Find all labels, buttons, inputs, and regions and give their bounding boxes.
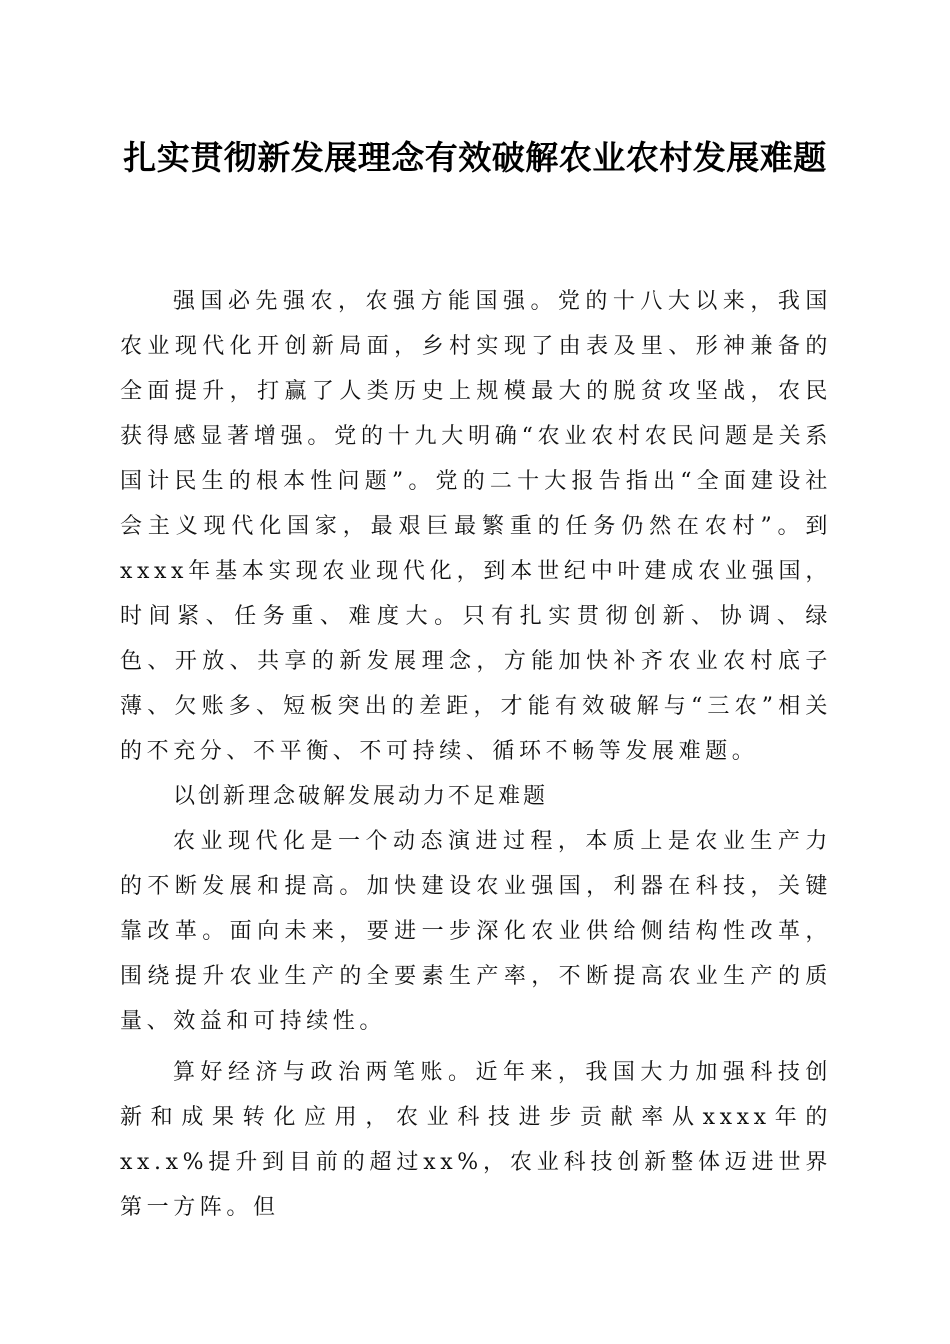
document-body [120, 279, 832, 1230]
paragraph-economic-political-accounts: 算好经济与政治两笔账。近年来，我国大力加强科技创新和成果转化应用，农业科技进步贡献率从xxxx年的xx.x%提升到目前的超过xx%，农业科技创新整体迈进世界第一方阵。但 [120, 1060, 832, 1220]
document-title: 扎实贯彻新发展理念有效破解农业农村发展难题 [123, 138, 827, 177]
paragraph-agricultural-modernization: 农业现代化是一个动态演进过程，本质上是农业生产力的不断发展和提高。加快建设农业强国，利器在科技，关键靠改革。面向未来，要进一步深化农业供给侧结构性改革，围绕提升农业生产的全要素生产率，不断提高农业生产的质量、效益和可持续性。 [120, 829, 832, 1034]
section-heading-innovation: 以创新理念破解发展动力不足难题 [173, 784, 549, 809]
paragraph-intro: 强国必先强农，农强方能国强。党的十八大以来，我国农业现代化开创新局面，乡村实现了由表及里、形神兼备的全面提升，打赢了人类历史上规模最大的脱贫攻坚战，农民获得感显著增强。党的十九大明确“农业农村农民问题是关系国计民生的根本性问题”。党的二十大报告指出“全面建设社会主义现代化国家，最艰巨最繁重的任务仍然在农村”。到xxxx年基本实现农业现代化，到本世纪中叶建成农业强国，时间紧、任务重、难度大。只有扎实贯彻创新、协调、绿色、开放、共享的新发展理念，方能加快补齐农业农村底子薄、欠账多、短板突出的差距，才能有效破解与“三农”相关的不充分、不平衡、不可持续、循环不畅等发展难题。 [120, 289, 832, 764]
